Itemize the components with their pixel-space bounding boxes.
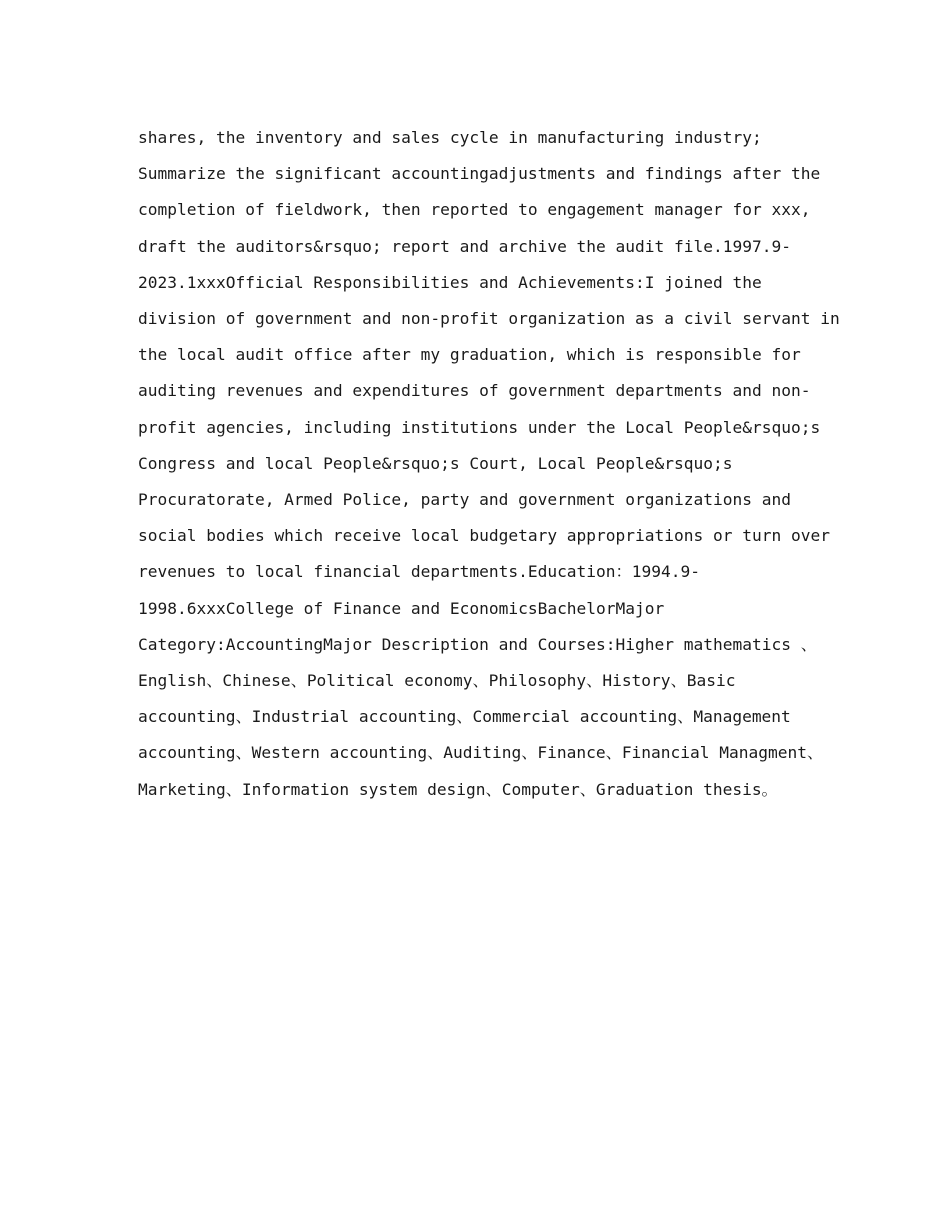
text-line: revenues to local financial departments.Education：1994.9- <box>138 562 700 582</box>
text-line: completion of fieldwork, then reported to engagement manager for xxx, <box>138 200 811 220</box>
text-line: 2023.1xxxOfficial Responsibilities and Achievements:I joined the <box>138 272 762 292</box>
text-line: shares, the inventory and sales cycle in manufacturing industry; <box>138 128 762 147</box>
text-line: Procuratorate, Armed Police, party and government organizations and <box>138 490 791 510</box>
text-line: draft the auditors&rsquo; report and archive the audit file.1997.9- <box>138 236 791 256</box>
text-line: profit agencies, including institutions under the Local People&rsquo;s <box>138 417 821 437</box>
text-line: division of government and non-profit organization as a civil servant in <box>138 309 840 329</box>
text-line: accounting、Industrial accounting、Commercial accounting、Management <box>138 707 791 727</box>
text-line: auditing revenues and expenditures of government departments and non- <box>138 381 811 401</box>
text-line: Summarize the significant accountingadjustments and findings after the <box>138 164 821 184</box>
text-line: social bodies which receive local budgetary appropriations or turn over <box>138 526 830 546</box>
text-line: the local audit office after my graduation, which is responsible for <box>138 345 801 365</box>
body-text <box>138 120 840 808</box>
text-line: Category:AccountingMajor Description and Courses:Higher mathematics 、 <box>138 634 817 654</box>
text-line: 1998.6xxxCollege of Finance and EconomicsBachelorMajor <box>138 598 665 618</box>
text-line: accounting、Western accounting、Auditing、Finance、Financial Managment、 <box>138 743 824 763</box>
text-line: English、Chinese、Political economy、Philosophy、History、Basic <box>138 671 736 691</box>
text-line: Congress and local People&rsquo;s Court, Local People&rsquo;s <box>138 453 733 473</box>
text-line: Marketing、Information system design、Computer、Graduation thesis。 <box>138 779 778 799</box>
